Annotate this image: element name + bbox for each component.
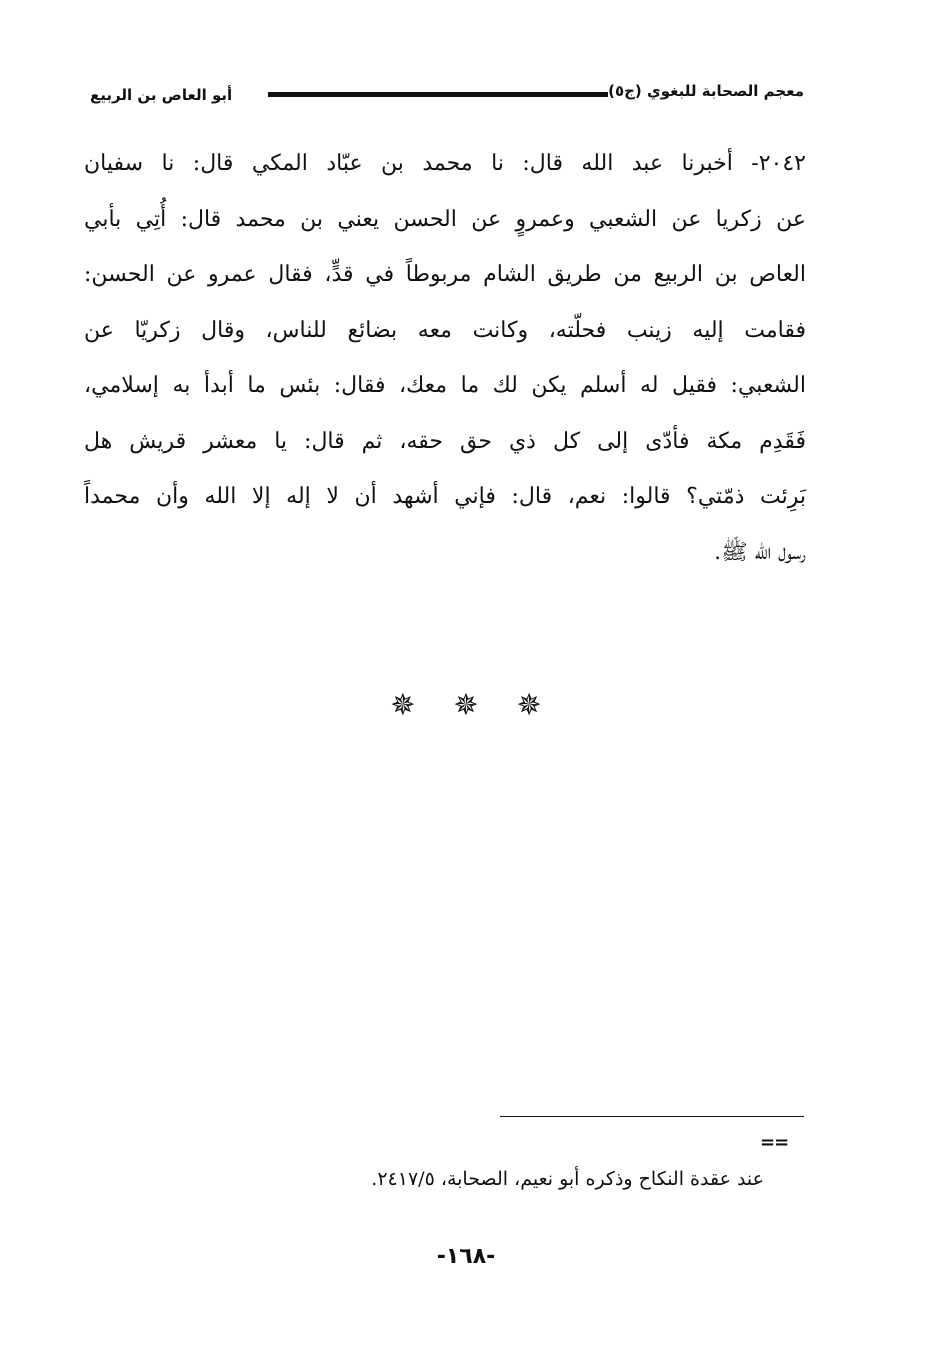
hadith-text [84, 136, 806, 580]
text-line: عن زكريا عن الشعبي وعمروٍ عن الحسن يعني بن محمد قال: أُتِي بأبي [84, 206, 806, 232]
section-ornament: ✵✵✵ [390, 688, 580, 723]
running-header [90, 82, 804, 112]
header-section-title: أبو العاص بن الربيع [90, 86, 233, 104]
page-number: -١٦٨- [436, 1244, 496, 1269]
text-line: العاص بن الربيع من طريق الشام مربوطاً في قدٍّ، فقال عمرو عن الحسن: [84, 262, 806, 287]
text-line: فَقَدِم مكة فأدّى إلى كل ذي حق حقه، ثم قال: يا معشر قريش هل [84, 428, 806, 454]
text-line: فقامت إليه زينب فحلّته، وكانت معه بضائع للناس، وقال زكريّا عن [84, 317, 806, 343]
header-book-title: معجم الصحابة للبغوي (ج٥) [608, 82, 804, 100]
text-line: الشعبي: فقيل له أسلم يكن لك ما معك، فقال: بئس ما أبدأ به إسلامي، [84, 373, 806, 398]
footnote-text: عند عقدة النكاح وذكره أبو نعيم، الصحابة، ٢٤١٧/٥. [371, 1168, 764, 1190]
footnote-mark: == [760, 1132, 789, 1153]
header-rule [268, 92, 608, 97]
text-line: رسول الله ﷺ. [714, 539, 806, 565]
text-line: ٢٠٤٢- أخبرنا عبد الله قال: نا محمد بن عبّاد المكي قال: نا سفيان [84, 151, 806, 176]
text-line: بَرِئت ذمّتي؟ قالوا: نعم، قال: فإني أشهد أن لا إله إلا الله وأن محمداً [84, 484, 806, 509]
footnote-rule [500, 1116, 804, 1117]
